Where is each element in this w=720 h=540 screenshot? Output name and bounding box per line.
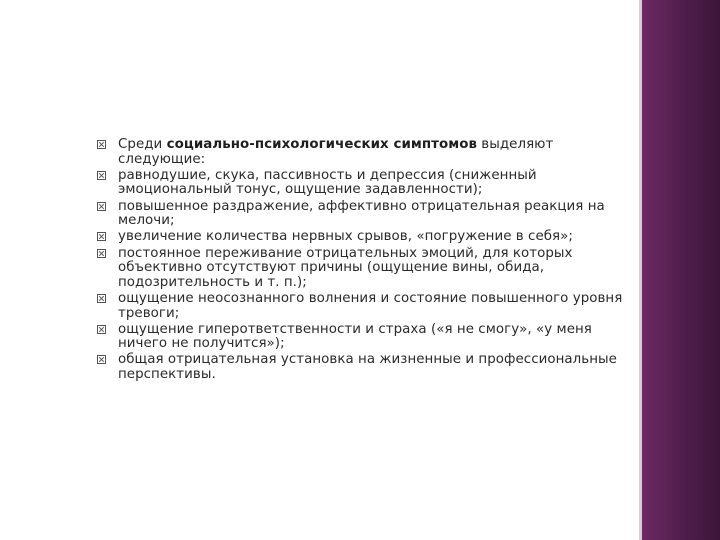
bullet-text: увеличение количества нервных срывов, «погружение в себя»; [118,229,573,245]
bullet-item [90,323,635,352]
bullet-item [90,200,635,229]
bullet-item [90,230,635,245]
bullet-text: выделяют следующие: [118,137,554,167]
bullet-text: повышенное раздражение, аффективно отрицательная реакция на мелочи; [118,198,605,229]
square-cross-bullet-icon [97,355,106,364]
bullet-item [90,138,635,167]
bullet-item [90,169,635,198]
square-cross-bullet-icon [97,325,106,334]
square-cross-bullet-icon [97,202,106,211]
bullet-text: ощущение неосознанного волнения и состояние повышенного уровня тревоги; [118,290,623,321]
bullet-text: ощущение гиперответственности и страха («я не смогу», «у меня ничего не получится»); [118,321,592,352]
bullet-item [90,247,635,291]
square-cross-bullet-icon [97,249,106,258]
bullet-item [90,292,635,321]
bullet-text: общая отрицательная установка на жизненные и профессиональные перспективы. [118,352,617,383]
bullet-text: постоянное переживание отрицательных эмоций, для которых объективно отсутствуют причины (ощущение вины, обида, подозрительность и т. п.); [118,245,573,290]
bullet-text: равнодушие, скука, пассивность и депрессия (сниженный эмоциональный тонус, ощущение задавленности); [118,167,537,198]
square-cross-bullet-icon [97,140,106,149]
bullet-list [90,138,635,383]
square-cross-bullet-icon [97,171,106,180]
square-cross-bullet-icon [97,232,106,241]
bullet-text-bold: социально-психологических симптомов [166,137,477,152]
bullet-text: Среди [118,137,167,152]
bullet-list-container [90,138,635,384]
side-band [642,0,720,540]
bullet-item [90,353,635,382]
square-cross-bullet-icon [97,294,106,303]
